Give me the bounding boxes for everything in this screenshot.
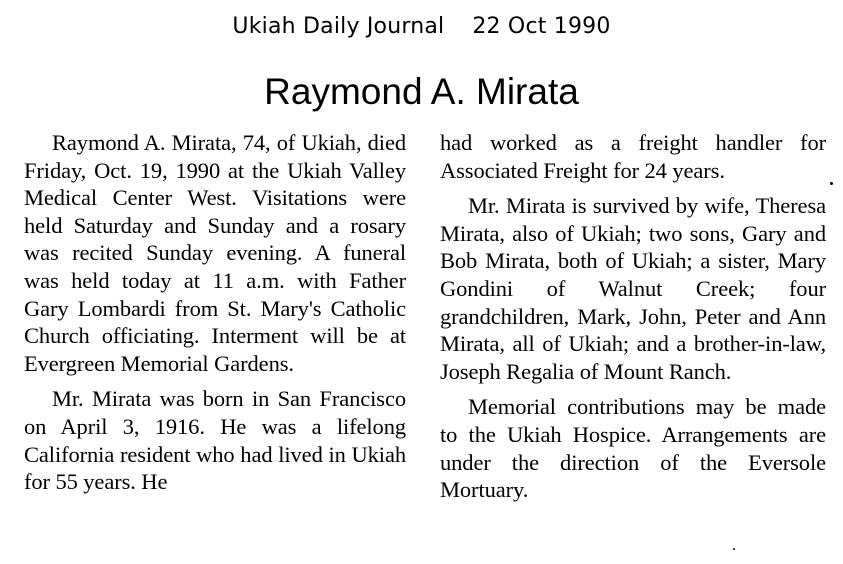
- paragraph-memorial: Memorial contributions may be made to the Ukiah Hospice. Arrangements are under the direction of the Eversole Mortuary.: [440, 394, 826, 503]
- scan-speck: [830, 182, 833, 185]
- publication-name: Ukiah Daily Journal: [232, 14, 445, 39]
- scan-speck: [733, 548, 735, 550]
- paragraph-survivors: Mr. Mirata is survived by wife, Theresa Mirata, also of Ukiah; two sons, Gary and Bob Mirata, both of Ukiah; a sister, Mary Gondini of Walnut Creek; four grandchildren, Mark, John, Peter and Ann Mirata, all of Ukiah; and a brother-in-law, Joseph Regalia of Mount Ranch.: [440, 193, 826, 384]
- article-column-left: [24, 129, 406, 496]
- publication-date: 22 Oct 1990: [472, 14, 611, 39]
- paragraph-death-and-services: Raymond A. Mirata, 74, of Ukiah, died Friday, Oct. 19, 1990 at the Ukiah Valley Medical Center West. Visitations were held Saturday and Sunday and a rosary was recited Sunday evening. A funeral was held today at 11 a.m. with Father Gary Lombardi from St. Mary's Catholic Church officiating. Interment will be at Evergreen Memorial Gardens.: [24, 130, 406, 376]
- paragraph-biography-continued: had worked as a freight handler for Associated Freight for 24 years.: [440, 130, 826, 183]
- masthead: [0, 14, 843, 39]
- article-column-right: [440, 129, 826, 504]
- obituary-headline: Raymond A. Mirata: [264, 71, 579, 112]
- paragraph-biography: Mr. Mirata was born in San Francisco on April 3, 1916. He was a lifelong California resident who had lived in Ukiah for 55 years. He: [24, 386, 406, 495]
